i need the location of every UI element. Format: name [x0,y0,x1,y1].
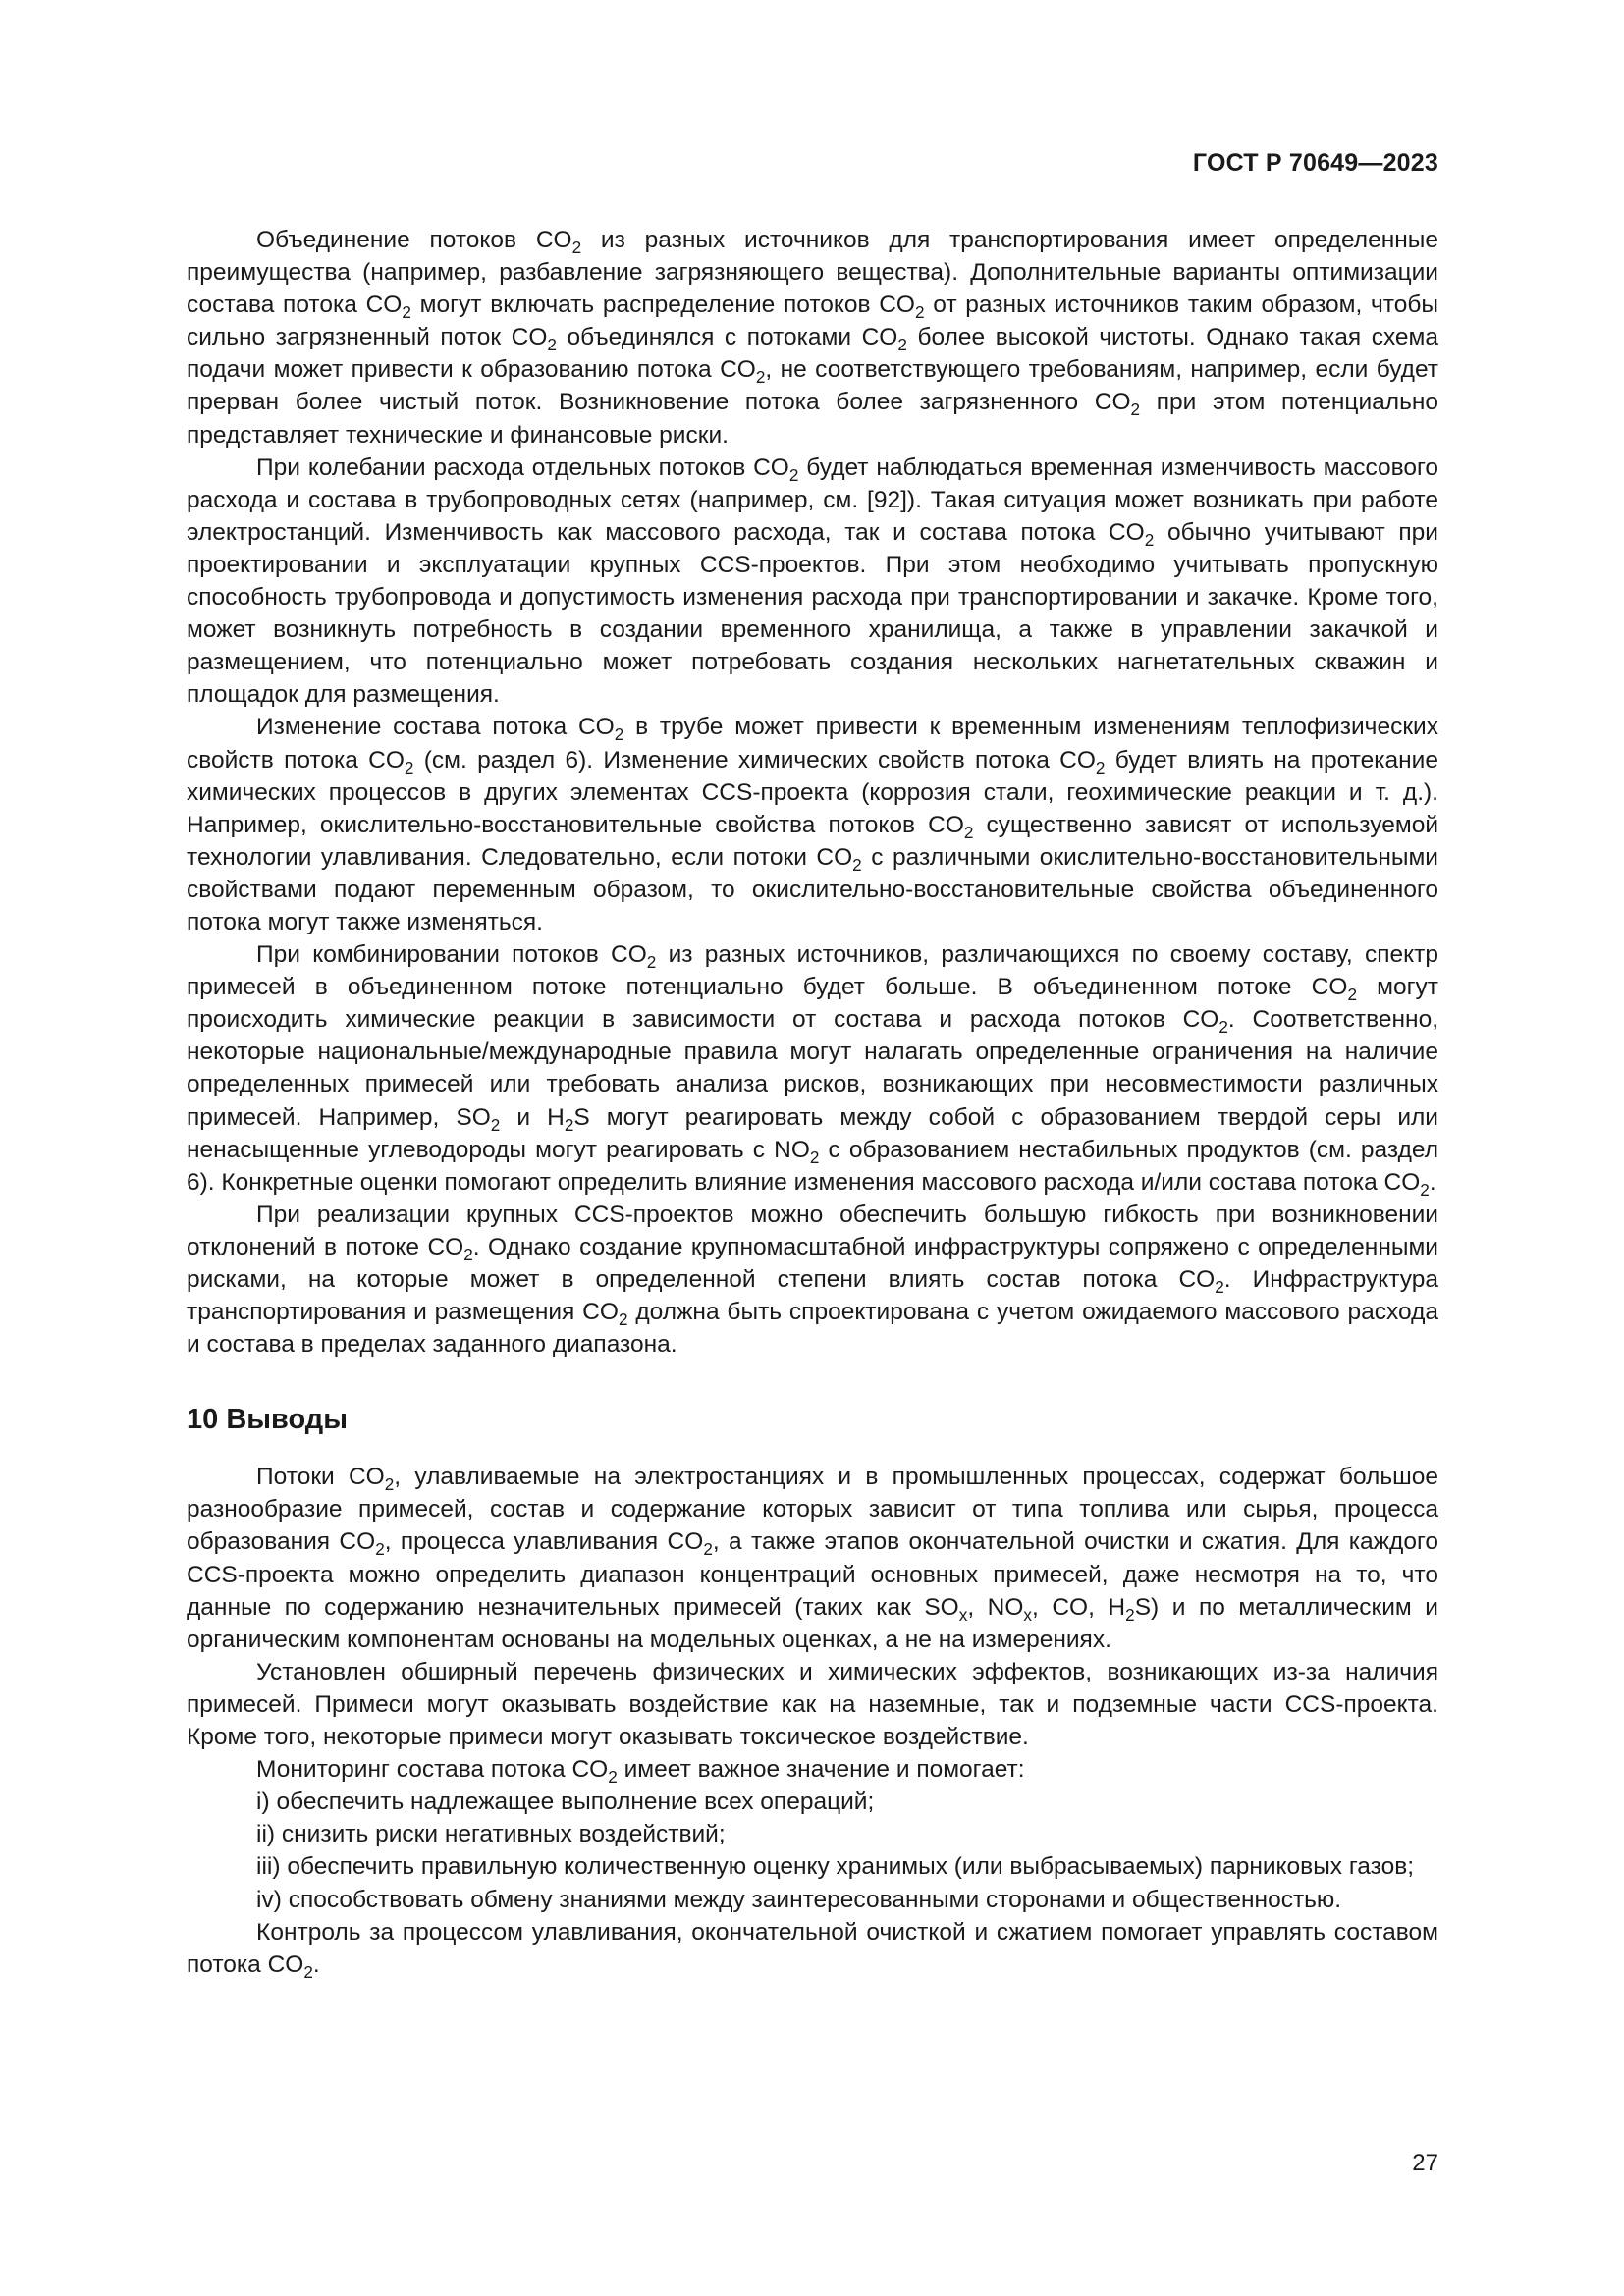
section-heading: 10 Выводы [187,1404,348,1436]
list-item: iv) способствовать обмену знаниями между заинтересованными сторонами и общественностью. [256,1886,1342,1913]
paragraph: При колебании расхода отдельных потоков $CO_2$ будет наблюдаться временная изменчивость массового расхода и состава в трубопроводных сетях (например, см. [92]). Такая ситуация может возникать при работе электростанций. Изменчивость как массового расхода, так и состава потока $CO_2$ обычно учитывают при проектировании и эксплуатации крупных CCS-проектов. При этом необходимо учитывать пропускную способность трубопровода и допустимость изменения расхода при транспортировании и закачке. Кроме того, может возникнуть потребность в создании временного хранилища, а также в управлении закачкой и размещением, что потенциально может потребовать создания нескольких нагнетательных скважин и площадок для размещения. [187,454,1438,709]
paragraph: При реализации крупных CCS-проектов можно обеспечить большую гибкость при возникновении отклонений в потоке $CO_2$. Однако создание крупномасштабной инфраструктуры сопряжено с определенными рисками, на которые может в определенной степени влиять состав потока $CO_2$. Инфраструктура транспортирования и размещения $CO_2$ должна быть спроектирована с учетом ожидаемого массового расхода и состава в пределах заданного диапазона. [187,1201,1439,1359]
list-item: ii) снизить риски негативных воздействий; [256,1821,726,1848]
paragraph: Контроль за процессом улавливания, окончательной очисткой и сжатием помогает управлять составом потока $CO_2$. [187,1918,1438,1982]
paragraph: Потоки $CO_2$, улавливаемые на электростанциях и в промышленных процессах, содержат большое разнообразие примесей, состав и содержание которых зависит от типа топлива или сырья, процесса образования $CO_2$, процесса улавливания $CO_2$, а также этапов окончательной очистки и сжатия. Для каждого CCS-проекта можно определить диапазон концентраций основных примесей, даже несмотря на то, что данные по содержанию незначительных примесей (таких как $SO_x$, $NO_x$, CO, $H_2S$) и по металлическим и органическим компонентам основаны на модельных оценках, а не на измерениях. [187,1464,1439,1653]
page-number: 27 [1412,2150,1438,2176]
paragraph: Изменение состава потока $CO_2$ в трубе может привести к временным изменениям теплофизических свойств потока $CO_2$ (см. раздел 6). Изменение химических свойств потока $CO_2$ будет влиять на протекание химических процессов в других элементах CCS-проекта (коррозия стали, геохимические реакции и т. д.). Например, окислительно-восстановительные свойства потоков $CO_2$ существенно зависят от используемой технологии улавливания. Следовательно, если потоки $CO_2$ с различными окислительно-восстановительными свойствами подают переменным образом, то окислительно-восстановительные свойства объединенного потока могут также изменяться. [187,714,1438,935]
paragraph: Объединение потоков $CO_2$ из разных источников для транспортирования имеет определенные преимущества (например, разбавление загрязняющего вещества). Дополнительные варианты оптимизации состава потока $CO_2$ могут включать распределение потоков $CO_2$ от разных источников таким образом, чтобы сильно загрязненный поток $CO_2$ объединялся с потоками $CO_2$ более высокой чистоты. Однако такая схема подачи может привести к образованию потока $CO_2$, не соответствующего требованиям, например, если будет прерван более чистый поток. Возникновение потока более загрязненного $CO_2$ при этом потенциально представляет технические и финансовые риски. [187,227,1439,449]
list-item: iii) обеспечить правильную количественную оценку хранимых (или выбрасываемых) парниковых газов; [256,1853,1415,1881]
document-body [187,224,1438,1981]
document-code-header: ГОСТ Р 70649—2023 [1192,149,1438,177]
paragraph: При комбинировании потоков $CO_2$ из разных источников, различающихся по своему составу, спектр примесей в объединенном потоке потенциально будет больше. В объединенном потоке $CO_2$ могут происходить химические реакции в зависимости от состава и расхода потоков $CO_2$. Соответственно, некоторые национальные/международные правила могут налагать определенные ограничения на наличие определенных примесей или требовать анализа рисков, возникающих при несовместимости различных примесей. Например, $SO_2$ и $H_2S$ могут реагировать между собой с образованием твердой серы или ненасыщенные углеводороды могут реагировать с $NO_2$ с образованием нестабильных продуктов (см. раздел 6). Конкретные оценки помогают определить влияние изменения массового расхода и/или состава потока $CO_2$. [187,941,1439,1200]
paragraph: Мониторинг состава потока $CO_2$ имеет важное значение и помогает: [256,1756,1025,1788]
list-item: i) обеспечить надлежащее выполнение всех операций; [256,1789,875,1816]
paragraph: Установлен обширный перечень физических и химических эффектов, возникающих из-за наличия примесей. Примеси могут оказывать воздействие как на наземные, так и подземные части CCS-проекта. Кроме того, некоторые примеси могут оказывать токсическое воздействие. [187,1658,1438,1751]
